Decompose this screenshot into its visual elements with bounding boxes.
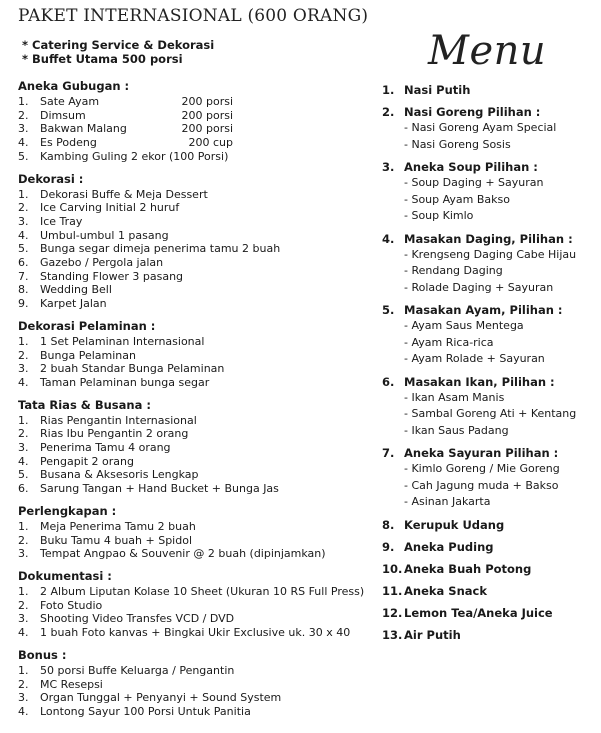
menu-option: - Nasi Goreng Sosis — [404, 137, 511, 151]
item-quantity: 200 porsi — [181, 122, 233, 136]
item-text: Sate Ayam — [40, 95, 100, 108]
item-text: Bakwan Malang — [40, 122, 127, 136]
list-item — [18, 585, 378, 599]
menu-item-name: Aneka Puding — [404, 539, 494, 554]
section-title: Bonus : — [18, 647, 67, 662]
section-dekorasi — [18, 172, 378, 311]
menu-option: - Krengseng Daging Cabe Hijau — [404, 247, 577, 261]
menu-option: - Soup Ayam Bakso — [404, 192, 510, 206]
section-bonus — [18, 648, 378, 719]
menu-item-name: Nasi Putih — [404, 83, 471, 97]
menu-item — [382, 159, 597, 225]
menu-item — [382, 561, 597, 577]
menu-item — [382, 82, 597, 98]
menu-item-number: 3. — [382, 160, 395, 174]
menu-item-number: 2. — [382, 105, 395, 119]
list-item — [18, 427, 378, 441]
menu-item-name: Aneka Buah Potong — [404, 561, 532, 576]
menu-item-name: Air Putih — [404, 627, 461, 642]
section-title: Tata Rias & Busana : — [18, 397, 151, 412]
list-item — [18, 109, 378, 123]
item-number: 5. — [18, 468, 29, 482]
item-text: Shooting Video Transfes VCD / DVD — [40, 612, 235, 626]
menu-item-name: Aneka Soup Pilihan : — [404, 160, 538, 174]
menu-item-heading — [382, 445, 597, 461]
item-text: Rias Pengantin Internasional — [40, 413, 197, 427]
package-highlights — [22, 38, 214, 66]
item-text: Organ Tunggal + Penyanyi + Sound System — [40, 691, 282, 705]
item-number: 3. — [18, 214, 29, 228]
item-number: 8. — [18, 283, 29, 297]
menu-item-heading — [382, 231, 597, 247]
menu-option: - Ayam Rolade + Sayuran — [404, 352, 545, 365]
item-number: 2. — [18, 108, 29, 122]
section-perlengkapan — [18, 504, 378, 561]
menu-item-name: Aneka Snack — [404, 583, 487, 598]
menu-item-heading — [382, 82, 597, 98]
menu-item-number: 1. — [382, 83, 395, 97]
item-number: 4. — [18, 626, 29, 640]
list-item — [18, 468, 378, 482]
menu-item-name: Lemon Tea/Aneka Juice — [404, 605, 553, 620]
menu-item — [382, 583, 597, 599]
item-number: 3. — [18, 547, 29, 561]
menu-option: - Soup Kimlo — [404, 209, 474, 222]
list-item — [18, 612, 378, 626]
menu-title: Menu — [428, 28, 547, 74]
menu-item-heading — [382, 159, 597, 175]
highlight-line: * Catering Service & Dekorasi — [22, 38, 215, 52]
menu-item-heading — [382, 374, 597, 390]
list-item — [18, 242, 378, 256]
list-item — [18, 270, 378, 284]
menu-item-number: 4. — [382, 231, 395, 246]
list-item — [18, 362, 378, 376]
list-item — [18, 441, 378, 455]
item-number: 1. — [18, 187, 29, 201]
menu-item-name: Masakan Ikan, Pilihan : — [404, 374, 555, 389]
item-text: Penerima Tamu 4 orang — [40, 441, 171, 455]
menu-option: - Ikan Asam Manis — [404, 390, 505, 404]
list-item — [18, 95, 378, 109]
list-item — [18, 229, 378, 243]
menu-item — [382, 539, 597, 555]
item-quantity: 200 cup — [188, 136, 233, 150]
item-text: 2 Album Liputan Kolase 10 Sheet (Ukuran 10 RS Full Press) — [40, 584, 365, 598]
menu-item-number: 6. — [382, 374, 395, 389]
list-item — [18, 482, 378, 496]
list-item — [18, 599, 378, 613]
menu-item — [382, 104, 597, 153]
item-text: Foto Studio — [40, 598, 103, 612]
menu-item-number: 12. — [382, 605, 403, 620]
list-item — [18, 664, 378, 678]
menu-item-name: Nasi Goreng Pilihan : — [404, 105, 541, 119]
item-text: Pengapit 2 orang — [40, 454, 134, 468]
menu-item-heading — [382, 583, 597, 599]
item-number: 6. — [18, 256, 29, 270]
highlight-line: * Buffet Utama 500 porsi — [22, 52, 183, 66]
item-number: 1. — [18, 334, 29, 348]
item-text: Dimsum — [40, 108, 86, 122]
section-title: Dekorasi : — [18, 171, 84, 186]
item-number: 1. — [18, 584, 29, 598]
menu-item — [382, 302, 597, 368]
item-number: 5. — [18, 242, 29, 256]
item-number: 9. — [18, 297, 29, 311]
item-number: 4. — [18, 375, 29, 389]
list-item — [18, 547, 378, 561]
item-number: 2. — [18, 348, 29, 362]
item-text: Meja Penerima Tamu 2 buah — [40, 519, 196, 533]
item-text: MC Resepsi — [40, 677, 103, 691]
section-title: Aneka Gubugan : — [18, 79, 130, 93]
list-item — [18, 414, 378, 428]
item-text: Tempat Angpao & Souvenir @ 2 buah (dipinjamkan) — [40, 547, 326, 561]
menu-option: - Cah Jagung muda + Bakso — [404, 478, 559, 492]
list-item — [18, 376, 378, 390]
list-item — [18, 678, 378, 692]
item-number: 6. — [18, 482, 29, 496]
menu-item-number: 10. — [382, 561, 403, 576]
item-number: 3. — [18, 362, 29, 376]
menu-item-number: 7. — [382, 446, 395, 460]
item-quantity: 200 porsi — [181, 108, 233, 122]
item-number: 2. — [18, 533, 29, 547]
menu-item — [382, 517, 597, 533]
section-title: Dokumentasi : — [18, 568, 112, 583]
menu-option: - Asinan Jakarta — [404, 495, 491, 508]
item-number: 3. — [18, 122, 29, 136]
section-rias — [18, 398, 378, 496]
list-item — [18, 705, 378, 719]
item-number: 4. — [18, 136, 29, 150]
item-text: Standing Flower 3 pasang — [40, 269, 184, 283]
item-number: 2. — [18, 427, 29, 441]
menu-item-heading — [382, 561, 597, 577]
item-number: 4. — [18, 704, 29, 718]
item-text: Sarung Tangan + Hand Bucket + Bunga Jas — [40, 482, 279, 496]
package-details — [18, 79, 378, 727]
list-item — [18, 215, 378, 229]
item-text: 2 buah Standar Bunga Pelaminan — [40, 362, 225, 376]
item-text: Karpet Jalan — [40, 297, 107, 311]
item-number: 3. — [18, 612, 29, 626]
menu-list — [382, 82, 597, 649]
page-title: PAKET INTERNASIONAL (600 ORANG) — [18, 6, 369, 26]
menu-item-name: Kerupuk Udang — [404, 517, 505, 532]
section-pelaminan — [18, 319, 378, 390]
menu-item-number: 13. — [382, 627, 403, 642]
menu-item-heading — [382, 605, 597, 621]
list-item — [18, 122, 378, 136]
menu-option: - Kimlo Goreng / Mie Goreng — [404, 462, 560, 475]
list-item — [18, 188, 378, 202]
item-text: Dekorasi Buffe & Meja Dessert — [40, 187, 208, 201]
menu-item-heading — [382, 302, 597, 318]
section-title: Perlengkapan : — [18, 503, 117, 518]
list-item — [18, 626, 378, 640]
list-item — [18, 136, 378, 150]
menu-item-number: 9. — [382, 539, 395, 554]
menu-item-name: Aneka Sayuran Pilihan : — [404, 446, 559, 460]
item-quantity: 200 porsi — [181, 95, 233, 108]
list-item — [18, 335, 378, 349]
item-number: 2. — [18, 201, 29, 215]
menu-option: - Nasi Goreng Ayam Special — [404, 121, 557, 134]
section-gubugan — [18, 79, 378, 164]
item-number: 4. — [18, 228, 29, 242]
item-text: Buku Tamu 4 buah + Spidol — [40, 533, 193, 547]
item-number: 1. — [18, 663, 29, 677]
section-title: Dekorasi Pelaminan : — [18, 318, 156, 333]
item-number: 1. — [18, 413, 29, 427]
menu-item-heading — [382, 539, 597, 555]
item-text: 50 porsi Buffe Keluarga / Pengantin — [40, 663, 235, 677]
list-item — [18, 691, 378, 705]
menu-item — [382, 605, 597, 621]
item-number: 3. — [18, 691, 29, 705]
list-item — [18, 201, 378, 215]
item-text: Wedding Bell — [40, 283, 112, 297]
item-text: Bunga Pelaminan — [40, 348, 136, 362]
menu-option: - Sambal Goreng Ati + Kentang — [404, 407, 577, 420]
menu-item — [382, 231, 597, 297]
menu-item — [382, 627, 597, 643]
list-item — [18, 297, 378, 311]
item-number: 3. — [18, 441, 29, 455]
menu-option: - Ayam Saus Mentega — [404, 319, 524, 332]
menu-option: - Rolade Daging + Sayuran — [404, 280, 554, 294]
list-item — [18, 256, 378, 270]
item-text: Lontong Sayur 100 Porsi Untuk Panitia — [40, 704, 251, 718]
item-text: Kambing Guling 2 ekor (100 Porsi) — [40, 149, 229, 163]
menu-item-number: 5. — [382, 303, 395, 317]
list-item — [18, 349, 378, 363]
item-text: Busana & Aksesoris Lengkap — [40, 468, 199, 482]
menu-item-heading — [382, 627, 597, 643]
item-text: Ice Carving Initial 2 huruf — [40, 201, 180, 215]
menu-item-number: 11. — [382, 583, 403, 598]
menu-item-number: 8. — [382, 517, 395, 532]
menu-item-name: Masakan Daging, Pilihan : — [404, 231, 573, 246]
menu-option: - Ayam Rica-rica — [404, 335, 494, 349]
item-number: 2. — [18, 677, 29, 691]
list-item — [18, 455, 378, 469]
item-text: Taman Pelaminan bunga segar — [40, 375, 210, 389]
menu-item — [382, 374, 597, 440]
menu-option: - Ikan Saus Padang — [404, 423, 509, 437]
menu-option: - Rendang Daging — [404, 264, 503, 277]
item-number: 5. — [18, 149, 29, 163]
item-text: Es Podeng — [40, 136, 97, 150]
menu-option: - Soup Daging + Sayuran — [404, 176, 544, 189]
menu-item — [382, 445, 597, 511]
item-text: Rias Ibu Pengantin 2 orang — [40, 427, 189, 441]
section-dokumentasi — [18, 569, 378, 640]
item-number: 1. — [18, 519, 29, 533]
item-number: 1. — [18, 95, 29, 108]
item-text: Bunga segar dimeja penerima tamu 2 buah — [40, 242, 281, 256]
list-item — [18, 283, 378, 297]
menu-item-heading — [382, 517, 597, 533]
item-text: 1 buah Foto kanvas + Bingkai Ukir Exclusive uk. 30 x 40 — [40, 626, 351, 640]
list-item — [18, 520, 378, 534]
menu-item-name: Masakan Ayam, Pilihan : — [404, 303, 563, 317]
item-text: 1 Set Pelaminan Internasional — [40, 334, 205, 348]
menu-item-heading — [382, 104, 597, 120]
item-text: Ice Tray — [40, 214, 83, 228]
list-item — [18, 534, 378, 548]
item-number: 7. — [18, 269, 29, 283]
item-number: 2. — [18, 598, 29, 612]
list-item — [18, 150, 378, 164]
item-text: Gazebo / Pergola jalan — [40, 256, 164, 270]
item-number: 4. — [18, 454, 29, 468]
item-text: Umbul-umbul 1 pasang — [40, 228, 169, 242]
